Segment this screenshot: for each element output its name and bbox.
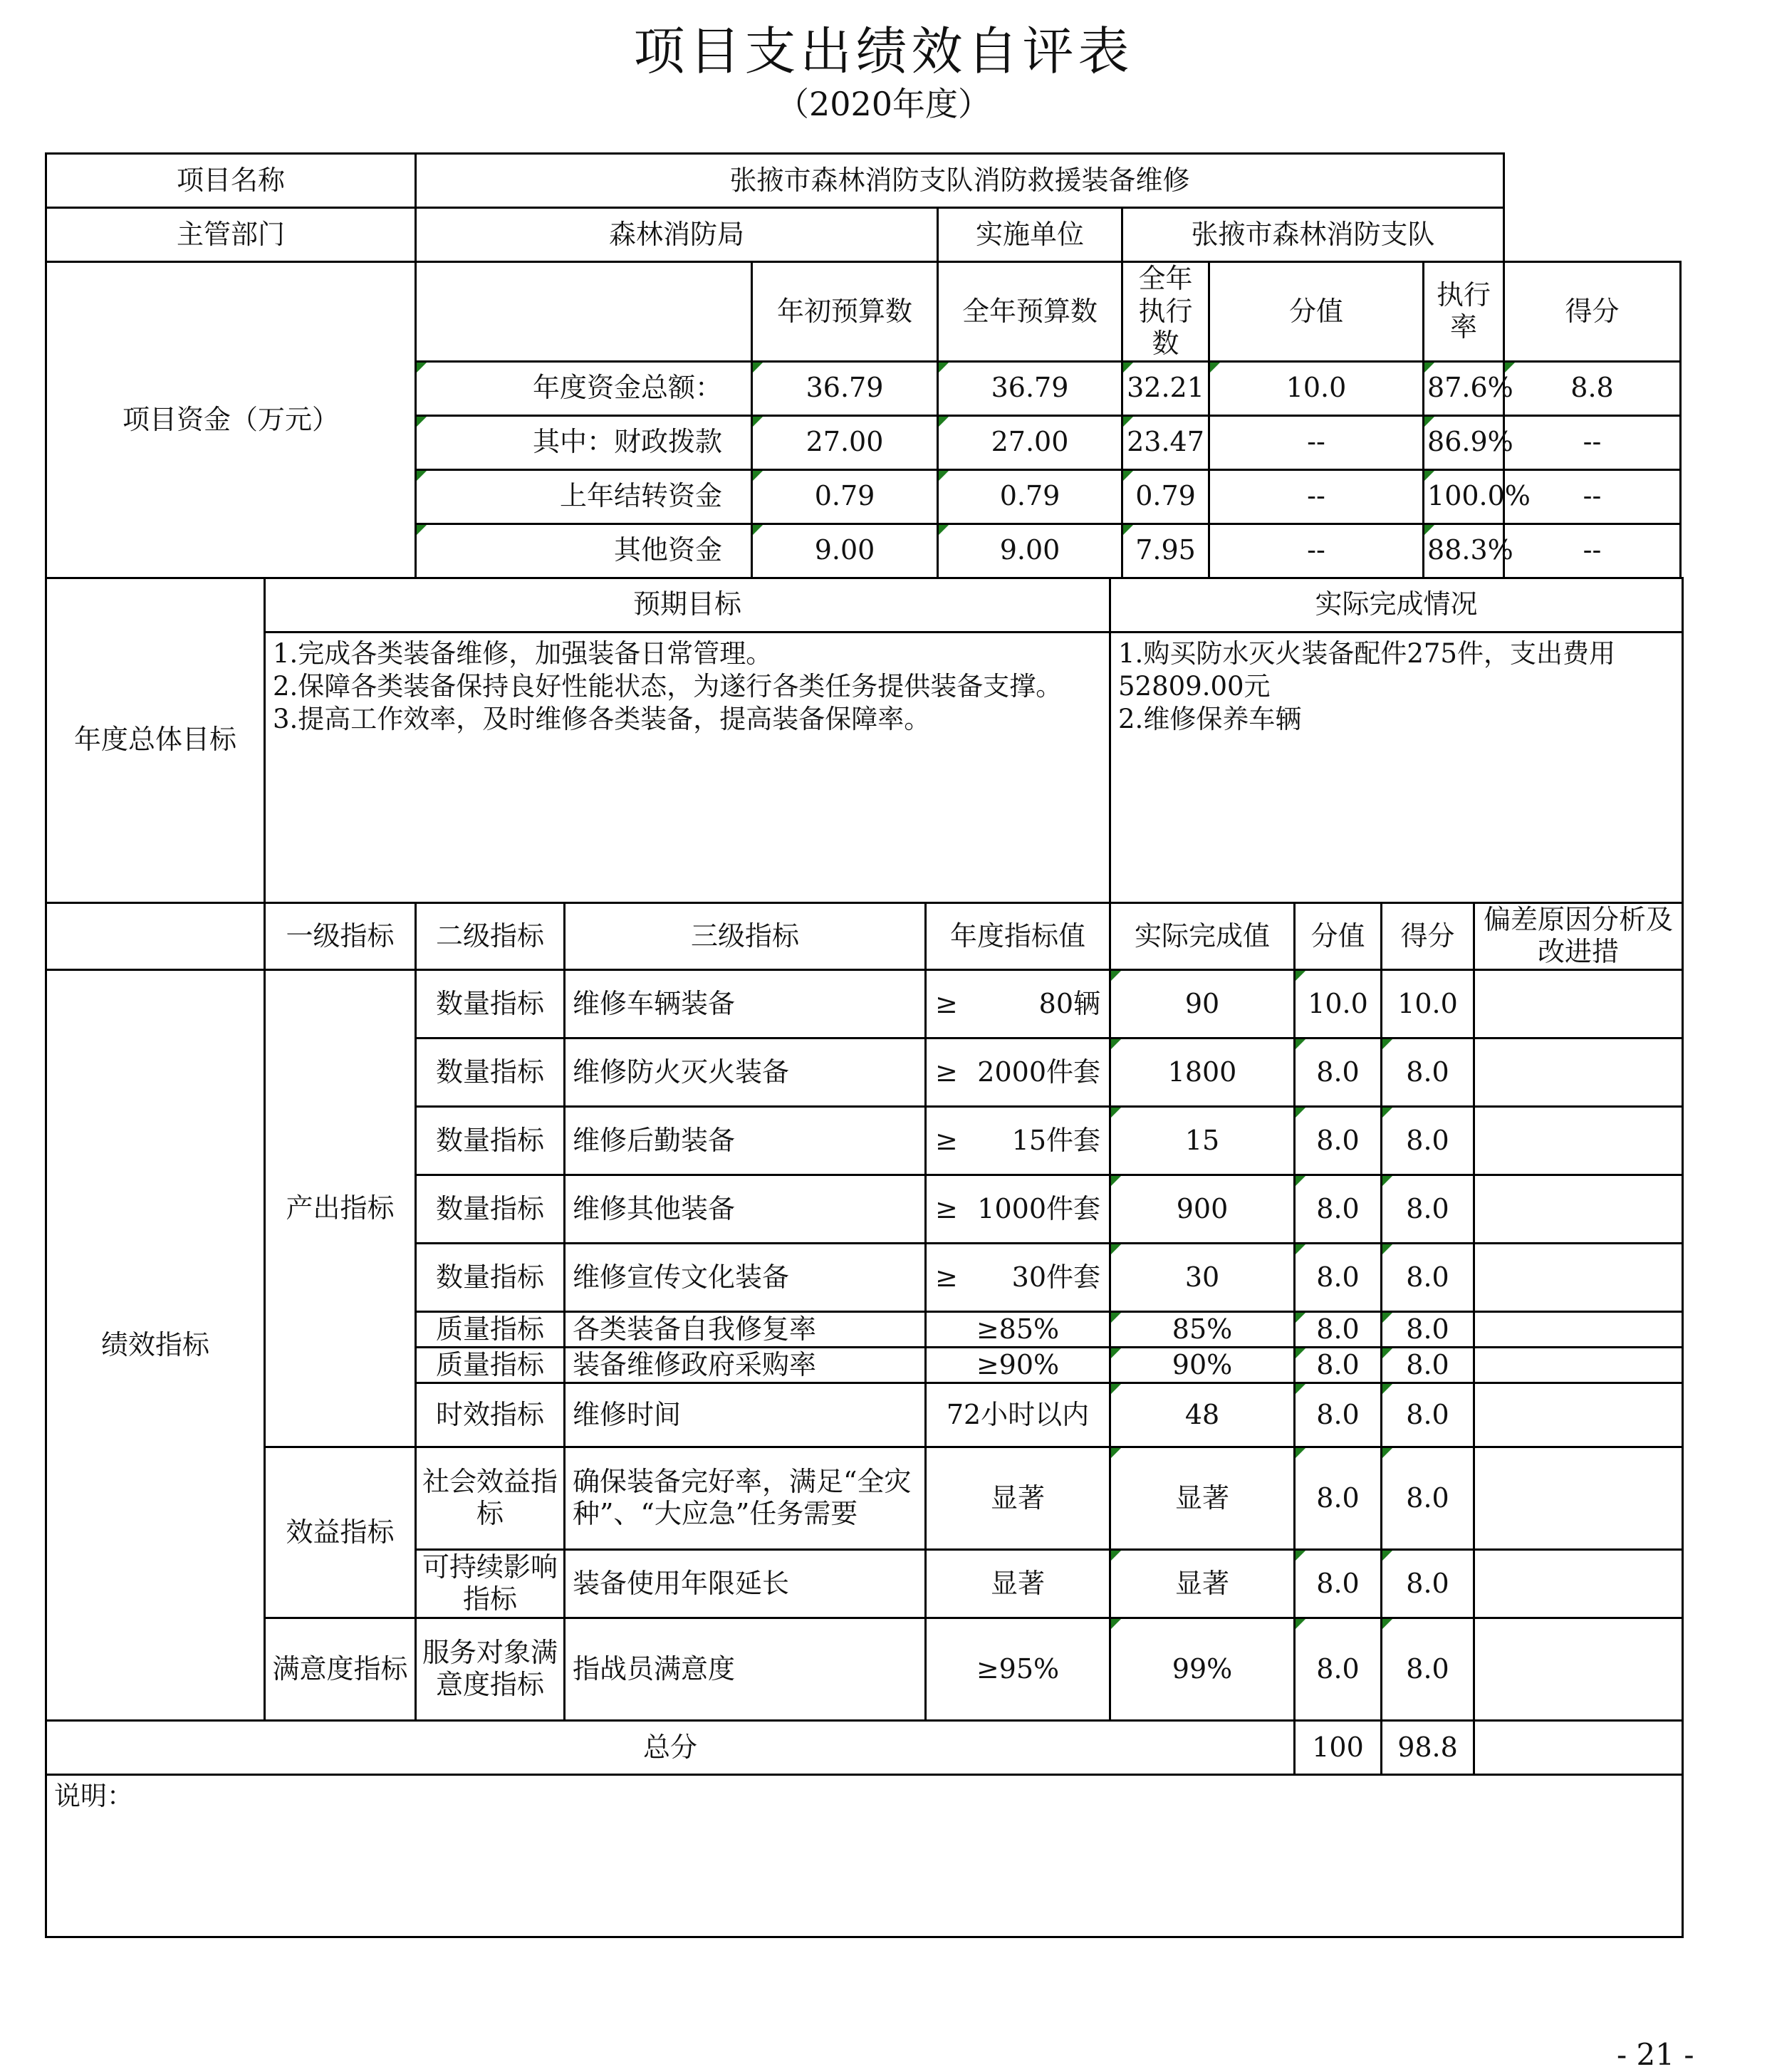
funds-score: -- <box>1504 415 1681 469</box>
level2: 数量指标 <box>416 1243 565 1311</box>
level3: 装备维修政府采购率 <box>565 1347 926 1383</box>
deviation <box>1474 1175 1683 1243</box>
funds-executed: 23.47 <box>1122 415 1209 469</box>
funds-annual: 9.00 <box>938 524 1122 578</box>
score: 8.0 <box>1382 1383 1474 1447</box>
target-text: 80辆 <box>1038 987 1101 1019</box>
expected-goals-text <box>265 632 1110 902</box>
level2: 数量指标 <box>416 1175 565 1243</box>
actual-goal-line: 2.维修保养车辆 <box>1118 704 1302 735</box>
deviation <box>1474 1549 1683 1618</box>
target-text: 2000件套 <box>977 1056 1101 1088</box>
funds-initial: 9.00 <box>752 524 938 578</box>
target-value: ≥90% <box>926 1347 1110 1383</box>
score-value: 8.0 <box>1295 1106 1382 1175</box>
level2: 服务对象满意度指标 <box>416 1618 565 1720</box>
ge-sign: ≥ <box>935 1056 958 1088</box>
actual-value: 48 <box>1110 1383 1295 1447</box>
score-value: 8.0 <box>1295 1311 1382 1347</box>
level3: 装备使用年限延长 <box>565 1549 926 1618</box>
self-evaluation-table <box>45 152 1684 1938</box>
funds-header: 年初预算数 <box>752 262 938 362</box>
actual-value: 15 <box>1110 1106 1295 1175</box>
target-value: 显著 <box>926 1447 1110 1549</box>
funds-header: 得分 <box>1504 262 1681 362</box>
funds-executed: 7.95 <box>1122 524 1209 578</box>
target-value <box>926 1106 1110 1175</box>
deviation <box>1474 969 1683 1038</box>
funds-executed: 32.21 <box>1122 361 1209 415</box>
score: 10.0 <box>1382 969 1474 1038</box>
level2: 时效指标 <box>416 1383 565 1447</box>
target-value: ≥85% <box>926 1311 1110 1347</box>
project-name-label: 项目名称 <box>46 154 416 208</box>
funds-initial: 36.79 <box>752 361 938 415</box>
total-label: 总分 <box>46 1720 1295 1774</box>
page-number: - 21 - <box>1617 2037 1694 2072</box>
expected-goals-label: 预期目标 <box>265 578 1110 632</box>
funds-rate: 87.6% <box>1424 361 1504 415</box>
level1-benefit: 效益指标 <box>265 1447 416 1618</box>
actual-value: 30 <box>1110 1243 1295 1311</box>
actual-value: 900 <box>1110 1175 1295 1243</box>
deviation <box>1474 1243 1683 1311</box>
target-value: ≥95% <box>926 1618 1110 1720</box>
total-blank <box>1474 1720 1683 1774</box>
level1-satisfaction: 满意度指标 <box>265 1618 416 1720</box>
actual-value: 90 <box>1110 969 1295 1038</box>
score: 8.0 <box>1382 1447 1474 1549</box>
score-value: 10.0 <box>1295 969 1382 1038</box>
funds-row-name: 年度资金总额： <box>416 361 752 415</box>
level3: 维修后勤装备 <box>565 1106 926 1175</box>
funds-header: 分值 <box>1209 262 1424 362</box>
level2: 质量指标 <box>416 1311 565 1347</box>
deviation <box>1474 1383 1683 1447</box>
score-value: 8.0 <box>1295 1549 1382 1618</box>
goals-label: 年度总体目标 <box>46 578 265 902</box>
score: 8.0 <box>1382 1347 1474 1383</box>
funds-label: 项目资金（万元） <box>46 262 416 578</box>
score-value: 8.0 <box>1295 1175 1382 1243</box>
funds-annual: 36.79 <box>938 361 1122 415</box>
deviation <box>1474 1447 1683 1549</box>
funds-initial: 27.00 <box>752 415 938 469</box>
page-title: 项目支出绩效自评表 <box>633 21 1134 81</box>
funds-score-value: -- <box>1209 469 1424 524</box>
indicator-header: 年度指标值 <box>926 902 1110 969</box>
target-text: 15件套 <box>1011 1124 1101 1156</box>
funds-rate: 86.9% <box>1424 415 1504 469</box>
deviation <box>1474 1347 1683 1383</box>
score-value: 8.0 <box>1295 1347 1382 1383</box>
level3: 维修时间 <box>565 1383 926 1447</box>
expected-goal-line: 3.提高工作效率，及时维修各类装备，提高装备保障率。 <box>273 704 931 735</box>
score-value: 8.0 <box>1295 1618 1382 1720</box>
target-value <box>926 1038 1110 1106</box>
actual-goals-text <box>1110 632 1683 902</box>
ge-sign: ≥ <box>935 1192 958 1224</box>
indicator-header: 三级指标 <box>565 902 926 969</box>
total-value: 100 <box>1295 1720 1382 1774</box>
target-value: 显著 <box>926 1549 1110 1618</box>
target-text: 1000件套 <box>977 1192 1101 1224</box>
level3: 确保装备完好率，满足“全灾种”、“大应急”任务需要 <box>565 1447 926 1549</box>
funds-score-value: -- <box>1209 524 1424 578</box>
funds-score-value: -- <box>1209 415 1424 469</box>
score-value: 8.0 <box>1295 1383 1382 1447</box>
indicator-header: 偏差原因分析及改进措 <box>1474 902 1683 969</box>
indicator-header: 分值 <box>1295 902 1382 969</box>
indicator-header: 得分 <box>1382 902 1474 969</box>
score-value: 8.0 <box>1295 1243 1382 1311</box>
funds-rate: 100.0% <box>1424 469 1504 524</box>
actual-value: 90% <box>1110 1347 1295 1383</box>
target-value <box>926 1243 1110 1311</box>
dept-label: 主管部门 <box>46 208 416 262</box>
indicators-label: 绩效指标 <box>46 969 265 1720</box>
level2: 质量指标 <box>416 1347 565 1383</box>
funds-header: 全年执行数 <box>1122 262 1209 362</box>
score-value: 8.0 <box>1295 1447 1382 1549</box>
project-name: 张掖市森林消防支队消防救援装备维修 <box>416 154 1504 208</box>
score: 8.0 <box>1382 1618 1474 1720</box>
actual-value: 1800 <box>1110 1038 1295 1106</box>
funds-initial: 0.79 <box>752 469 938 524</box>
dept-value: 森林消防局 <box>416 208 938 262</box>
actual-goal-line: 1.购买防水灭火装备配件275件，支出费用52809.00元 <box>1118 637 1615 702</box>
impl-label: 实施单位 <box>938 208 1122 262</box>
funds-executed: 0.79 <box>1122 469 1209 524</box>
level2: 数量指标 <box>416 1106 565 1175</box>
level3: 指战员满意度 <box>565 1618 926 1720</box>
target-value <box>926 969 1110 1038</box>
score: 8.0 <box>1382 1549 1474 1618</box>
level1-output: 产出指标 <box>265 969 416 1447</box>
funds-annual: 0.79 <box>938 469 1122 524</box>
total-score: 98.8 <box>1382 1720 1474 1774</box>
level3: 各类装备自我修复率 <box>565 1311 926 1347</box>
actual-value: 显著 <box>1110 1447 1295 1549</box>
level2: 社会效益指标 <box>416 1447 565 1549</box>
level3: 维修宣传文化装备 <box>565 1243 926 1311</box>
actual-value: 85% <box>1110 1311 1295 1347</box>
funds-row-name: 上年结转资金 <box>416 469 752 524</box>
ge-sign: ≥ <box>935 1124 958 1156</box>
expected-goal-line: 2.保障各类装备保持良好性能状态，为遂行各类任务提供装备支撑。 <box>273 671 1063 702</box>
score: 8.0 <box>1382 1311 1474 1347</box>
expected-goal-line: 1.完成各类装备维修，加强装备日常管理。 <box>273 637 773 669</box>
funds-score: 8.8 <box>1504 361 1681 415</box>
actual-value: 显著 <box>1110 1549 1295 1618</box>
funds-row-name: 其中：财政拨款 <box>416 415 752 469</box>
score: 8.0 <box>1382 1038 1474 1106</box>
level2: 可持续影响指标 <box>416 1549 565 1618</box>
funds-score-value: 10.0 <box>1209 361 1424 415</box>
note: 说明： <box>46 1774 1683 1937</box>
indicator-header: 实际完成值 <box>1110 902 1295 969</box>
score-value: 8.0 <box>1295 1038 1382 1106</box>
level3: 维修车辆装备 <box>565 969 926 1038</box>
level3: 维修其他装备 <box>565 1175 926 1243</box>
score: 8.0 <box>1382 1106 1474 1175</box>
level2: 数量指标 <box>416 969 565 1038</box>
funds-score: -- <box>1504 469 1681 524</box>
deviation <box>1474 1311 1683 1347</box>
target-value: 72小时以内 <box>926 1383 1110 1447</box>
ge-sign: ≥ <box>935 1261 958 1293</box>
score: 8.0 <box>1382 1175 1474 1243</box>
ge-sign: ≥ <box>935 987 958 1019</box>
deviation <box>1474 1618 1683 1720</box>
actual-value: 99% <box>1110 1618 1295 1720</box>
funds-header: 执行率 <box>1424 262 1504 362</box>
funds-header: 全年预算数 <box>938 262 1122 362</box>
target-text: 30件套 <box>1011 1261 1101 1293</box>
funds-annual: 27.00 <box>938 415 1122 469</box>
actual-goals-label: 实际完成情况 <box>1110 578 1683 632</box>
indicator-header: 二级指标 <box>416 902 565 969</box>
funds-header-blank <box>416 262 752 362</box>
funds-row-name: 其他资金 <box>416 524 752 578</box>
indicator-header: 一级指标 <box>265 902 416 969</box>
deviation <box>1474 1038 1683 1106</box>
indicator-header-blank <box>46 902 265 969</box>
impl-value: 张掖市森林消防支队 <box>1122 208 1504 262</box>
page-subtitle: （2020年度） <box>776 85 991 123</box>
target-value <box>926 1175 1110 1243</box>
level2: 数量指标 <box>416 1038 565 1106</box>
deviation <box>1474 1106 1683 1175</box>
level3: 维修防火灭火装备 <box>565 1038 926 1106</box>
funds-score: -- <box>1504 524 1681 578</box>
funds-rate: 88.3% <box>1424 524 1504 578</box>
score: 8.0 <box>1382 1243 1474 1311</box>
